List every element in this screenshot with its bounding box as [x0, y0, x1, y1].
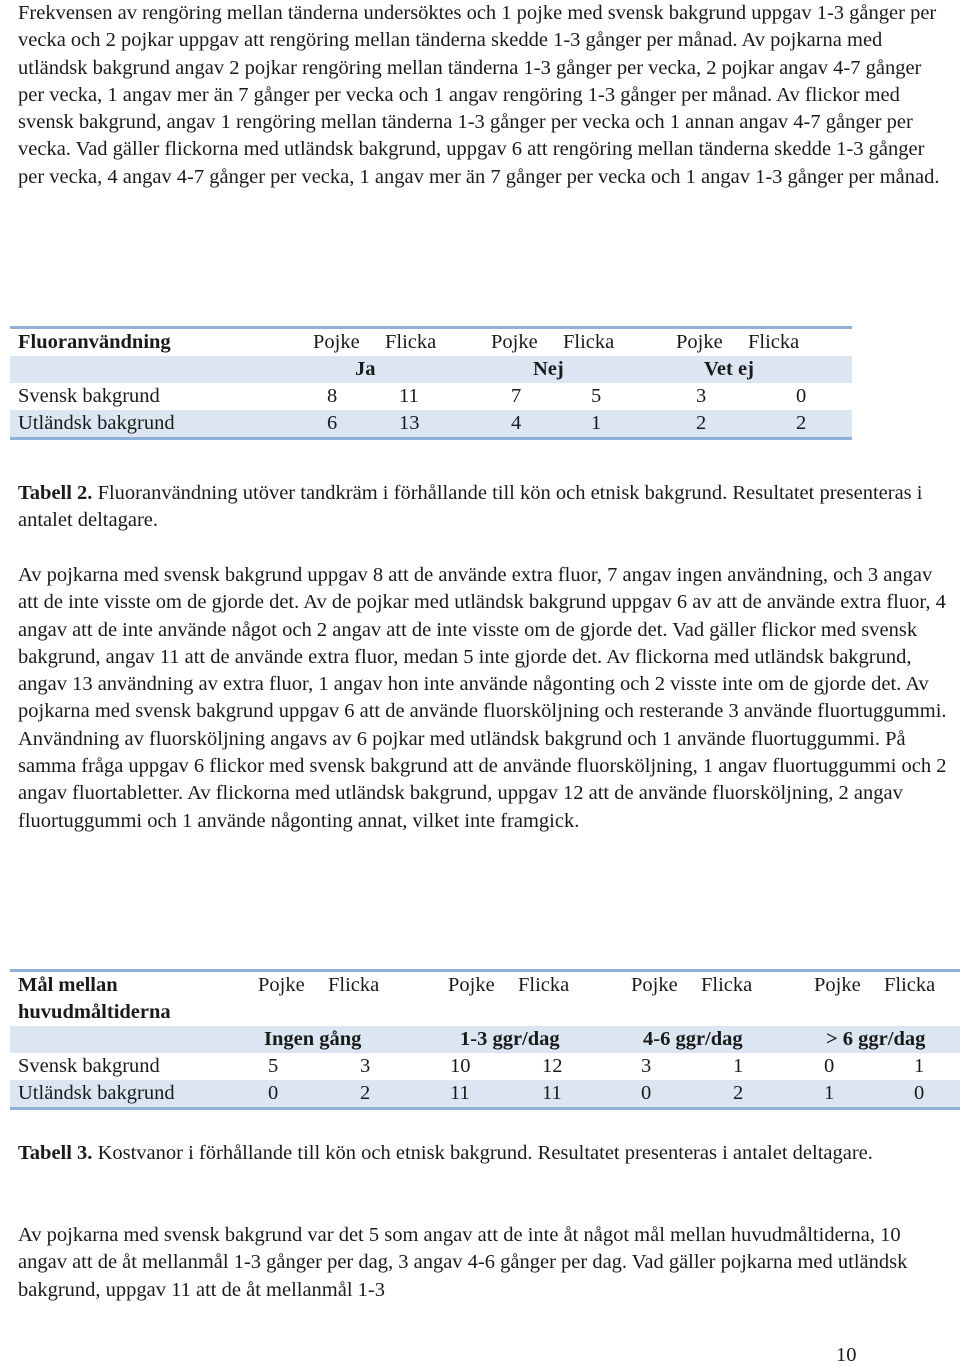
cell: 2	[668, 410, 740, 439]
table3-caption-label: Tabell 3.	[18, 1142, 93, 1164]
table2-title: Fluoranvändning	[18, 331, 171, 353]
cell: 11	[399, 385, 419, 407]
cell: 1	[806, 1080, 876, 1109]
table2-col-flicka: Flicka	[563, 331, 615, 353]
paragraph-interdental-cleaning: Frekvensen av rengöring mellan tänderna undersöktes och 1 pojke med svensk bakgrund uppgav 1-3 gånger per vecka och 2 pojkar uppgav att rengöring mellan tänderna skedde 1-3 gånger per månad. Av pojkarna med utländsk bakgrund angav 2 pojkar rengöring mellan tänderna 1-3 gånger per vecka, 2 pojkar angav 4-7 gånger per vecka, 1 angav mer än 7 gånger per vecka och 1 angav rengöring 1-3 gånger per månad. Av flickor med svensk bakgrund, angav 1 rengöring mellan tänderna 1-3 gånger per vecka och 1 annan angav 4-7 gånger per vecka. Vad gäller flickorna med utländsk bakgrund, uppgav 6 att rengöring mellan tänderna skedde 1-3 gånger per vecka, 4 angav 4-7 gånger per vecka, 1 angav mer än 7 gånger per vecka och 1 angav 1-3 gånger per månad.	[18, 2, 940, 188]
cell: 11	[440, 1080, 510, 1109]
table2-group-vet-ej: Vet ej	[668, 356, 852, 383]
table3-col-flicka: Flicka	[701, 974, 753, 996]
table-row	[10, 383, 852, 410]
table3-col-pojke: Pojke	[448, 974, 495, 996]
table3-group-over-6: > 6 ggr/dag	[806, 1026, 960, 1053]
cell: 12	[542, 1055, 563, 1077]
cell: 2	[320, 1080, 440, 1109]
table-meals-between	[10, 969, 960, 1110]
table-row	[10, 1053, 960, 1080]
table3-title-line1: Mål mellan	[18, 974, 118, 996]
cell: 2	[740, 410, 852, 439]
cell: 3	[360, 1055, 371, 1077]
cell: 10	[450, 1055, 471, 1077]
cell: 1	[555, 410, 668, 439]
cell: 0	[824, 1055, 835, 1077]
cell: 1	[914, 1055, 925, 1077]
cell: 6	[305, 410, 377, 439]
table3-group-ingen: Ingen gång	[250, 1026, 440, 1053]
table2-caption-label: Tabell 2.	[18, 482, 93, 504]
table2-col-pojke: Pojke	[676, 331, 723, 353]
cell: 3	[696, 385, 707, 407]
row-label: Utländsk bakgrund	[10, 1080, 250, 1109]
table3-caption	[18, 1140, 948, 1167]
table3-group-4-6: 4-6 ggr/dag	[623, 1026, 806, 1053]
cell: 5	[268, 1055, 279, 1077]
table3-title	[10, 971, 250, 1000]
cell: 0	[796, 385, 807, 407]
cell: 3	[641, 1055, 652, 1077]
table2-col-flicka: Flicka	[748, 331, 800, 353]
cell: 7	[511, 385, 522, 407]
table2-col-pojke: Pojke	[491, 331, 538, 353]
page-number: 10	[836, 1344, 857, 1366]
table-fluoride-use	[10, 326, 852, 440]
table3-title-line2: huvudmåltiderna	[18, 1001, 171, 1023]
cell: 5	[591, 385, 602, 407]
table3-col-flicka: Flicka	[518, 974, 570, 996]
paragraph-fluoride: Av pojkarna med svensk bakgrund uppgav 8 att de använde extra fluor, 7 angav ingen användning, och 3 angav att de inte visste om de gjorde det. Av de pojkar med utländsk bakgrund uppgav 6 av att de använde extra fluor, 4 angav att de inte använde något och 2 angav att de inte visste om de gjorde det. Vad gäller flickor med svensk bakgrund, angav 11 att de använde extra fluor, medan 5 inte gjorde det. Av flickorna med utländsk bakgrund, angav 13 användning av extra fluor, 1 angav hon inte använde någonting och 2 visste inte om de gjorde det. Av pojkarna med svensk bakgrund uppgav 6 att de använde fluorsköljning och resterande 3 använde fluortuggummi. Användning av fluorsköljning angavs av 6 pojkar med utländsk bakgrund och 1 använde fluortuggummi. På samma fråga uppgav 6 flickor med svensk bakgrund att de använde fluorsköljning, 1 angav fluortuggummi och 2 angav fluortabletter. Av flickorna med utländsk bakgrund, uppgav 12 att de använde fluorsköljning, 2 angav fluortuggummi och 1 använde någonting annat, vilket inte framgick.	[18, 564, 947, 832]
cell: 1	[733, 1055, 744, 1077]
cell: 4	[483, 410, 555, 439]
table3-col-flicka: Flicka	[328, 974, 380, 996]
table2-group-row	[10, 356, 852, 383]
cell: 0	[876, 1080, 960, 1109]
table2-group-ja: Ja	[305, 356, 483, 383]
cell: 13	[377, 410, 483, 439]
row-label: Svensk bakgrund	[18, 1055, 160, 1077]
table3-col-pojke: Pojke	[258, 974, 305, 996]
table2-col-pojke: Pojke	[313, 331, 360, 353]
table3-col-pojke: Pojke	[814, 974, 861, 996]
table3-caption-text: Kostvanor i förhållande till kön och etnisk bakgrund. Resultatet presenteras i antalet deltagare.	[92, 1142, 873, 1164]
table-row	[10, 1080, 960, 1109]
cell: 11	[510, 1080, 623, 1109]
paragraph-meals: Av pojkarna med svensk bakgrund var det 5 som angav att de inte åt något mål mellan huvudmåltiderna, 10 angav att de åt mellanmål 1-3 gånger per dag, 3 angav 4-6 gånger per dag. Vad gäller pojkarna med utländsk bakgrund, uppgav 11 att de åt mellanmål 1-3	[18, 1224, 908, 1301]
row-label: Svensk bakgrund	[18, 385, 160, 407]
table3-col-flicka: Flicka	[884, 974, 936, 996]
cell: 0	[250, 1080, 320, 1109]
table2-caption-text: Fluoranvändning utöver tandkräm i förhållande till kön och etnisk bakgrund. Resultatet presenteras i antalet deltagare.	[18, 482, 923, 532]
table2-group-nej: Nej	[483, 356, 668, 383]
row-label: Utländsk bakgrund	[10, 410, 305, 439]
table2-caption	[18, 480, 948, 535]
table3-group-row	[10, 1026, 960, 1053]
table2-col-flicka: Flicka	[385, 331, 437, 353]
cell: 2	[693, 1080, 806, 1109]
cell: 0	[623, 1080, 693, 1109]
cell: 8	[327, 385, 338, 407]
table-row	[10, 410, 852, 439]
table3-group-1-3: 1-3 ggr/dag	[440, 1026, 623, 1053]
table3-col-pojke: Pojke	[631, 974, 678, 996]
